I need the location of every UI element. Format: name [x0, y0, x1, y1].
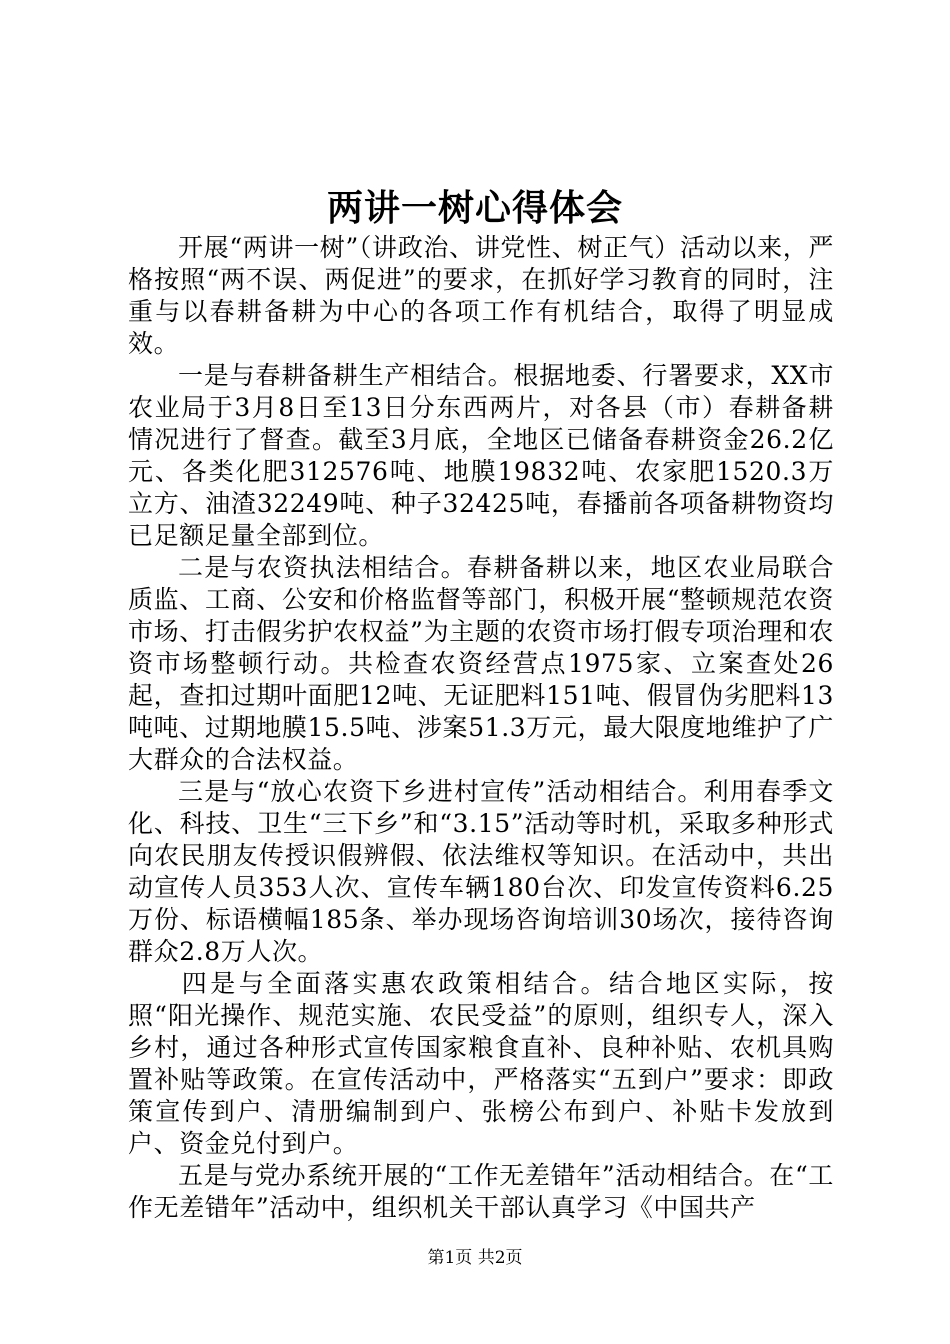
paragraph-intro: 开展“两讲一树”（讲政治、讲党性、树正气）活动以来，严格按照“两不误、两促进”的要求，在抓好学习教育的同时，注重与以春耕备耕为中心的各项工作有机结合，取得了明显成效。	[128, 233, 834, 358]
document-title: 两讲一树心得体会	[326, 187, 623, 229]
page-number-footer: 第1页 共2页	[427, 1248, 523, 1268]
paragraph-publicity: 三是与“放心农资下乡进村宣传”活动相结合。利用春季文化、科技、卫生“三下乡”和“3.15”活动等时机，采取多种形式向农民朋友传授识假辨假、依法维权等知识。在活动中，共出动宣传人员353人次、宣传车辆180台次、印发宣传资料6.25万份、标语横幅185条、举办现场咨询培训30场次，接待咨询群众2.8万人次。	[128, 777, 834, 966]
paragraph-error-free-year: 五是与党办系统开展的“工作无差错年”活动相结合。在“工作无差错年”活动中，组织机关干部认真学习《中国共产	[128, 1161, 834, 1222]
paragraph-law-enforcement: 二是与农资执法相结合。春耕备耕以来，地区农业局联合质监、工商、公安和价格监督等部门，积极开展“整顿规范农资市场、打击假劣护农权益”为主题的农资市场打假专项治理和农资市场整顿行动。共检查农资经营点1975家、立案查处26起，查扣过期叶面肥12吨、无证肥料151吨、假冒伪劣肥料13吨吨、过期地膜15.5吨、涉案51.3万元，最大限度地维护了广大群众的合法权益。	[128, 553, 834, 774]
document-body	[128, 232, 834, 1224]
paragraph-policy: 四是与全面落实惠农政策相结合。结合地区实际，按照“阳光操作、规范实施、农民受益”的原则，组织专人，深入乡村，通过各种形式宣传国家粮食直补、良种补贴、农机具购置补贴等政策。在宣传活动中，严格落实“五到户”要求：即政策宣传到户、清册编制到户、张榜公布到户、补贴卡发放到户、资金兑付到户。	[128, 969, 834, 1158]
paragraph-spring-farming: 一是与春耕备耕生产相结合。根据地委、行署要求，XX市农业局于3月8日至13日分东西两片，对各县（市）春耕备耕情况进行了督查。截至3月底，全地区已储备春耕资金26.2亿元、各类化肥312576吨、地膜19832吨、农家肥1520.3万立方、油渣32249吨、种子32425吨，春播前各项备耕物资均已足额足量全部到位。	[128, 361, 834, 550]
